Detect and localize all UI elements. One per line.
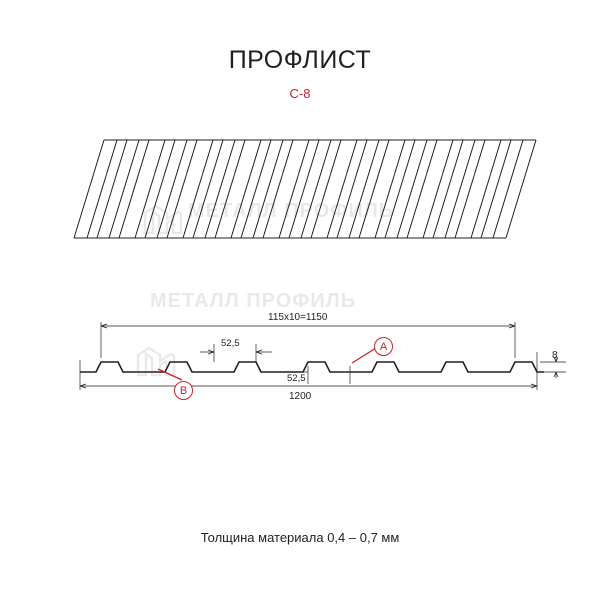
callout-b: B [174,381,193,400]
dimension-height: 8 [552,350,558,361]
callout-leaders [158,348,376,380]
callout-a: A [374,337,393,356]
dimension-rib-pitch-upper: 52,5 [221,338,240,349]
watermark-text-bottom: МЕТАЛЛ ПРОФИЛЬ [150,290,357,312]
cross-section-profile [80,362,544,372]
dimension-total-width: 1200 [289,391,312,402]
watermark-text-top: МЕТАЛЛ ПРОФИЛЬ [188,200,395,222]
perspective-sheet [74,140,536,238]
dimension-lines [80,322,566,390]
dimension-rib-pitch-lower: 52,5 [287,373,306,384]
page-title: ПРОФЛИСТ [228,46,372,74]
material-thickness-note: Толщина материала 0,4 – 0,7 мм [200,530,400,545]
dimension-top-span: 115х10=1150 [268,312,328,323]
model-subtitle: С-8 [289,86,311,101]
